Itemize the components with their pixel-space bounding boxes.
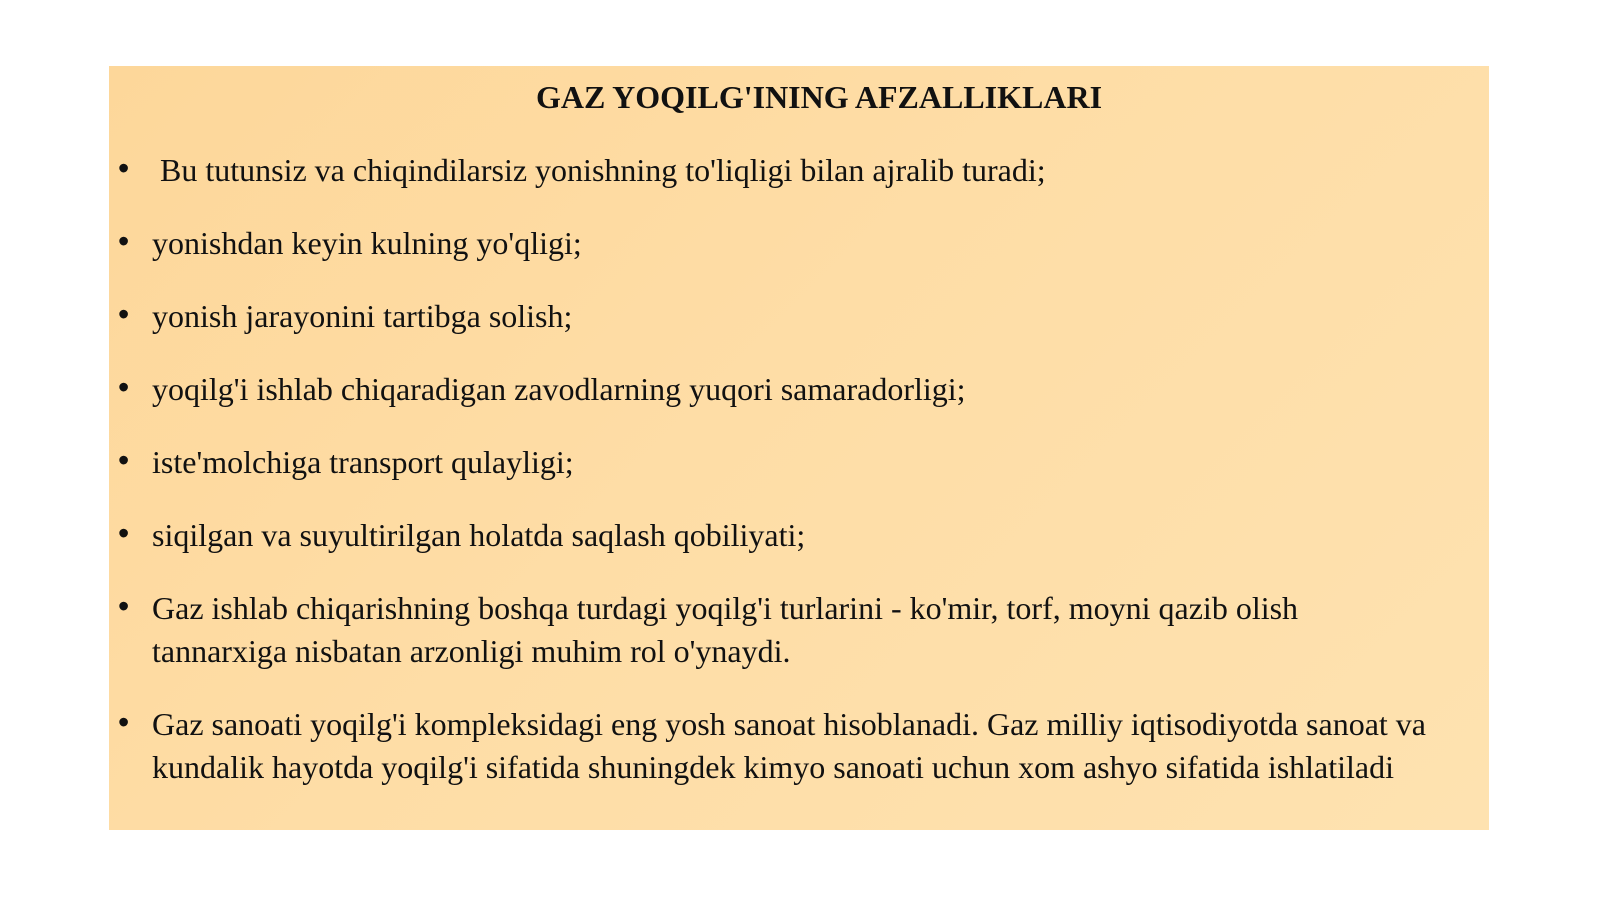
bullet-text: Gaz ishlab chiqarishning boshqa turdagi yoqilg'i turlarini - ko'mir, torf, moyni qazib olish tannarxiga nisbatan arzonligi muhim rol o'ynaydi. — [152, 590, 1299, 669]
bullet-text: yoqilg'i ishlab chiqaradigan zavodlarning yuqori samaradorligi; — [152, 371, 966, 407]
bullet-icon: • — [118, 369, 130, 405]
bullet-icon: • — [118, 296, 130, 332]
bullet-text: yonish jarayonini tartibga solish; — [152, 298, 573, 334]
bullet-text: siqilgan va suyultirilgan holatda saqlash qobiliyati; — [152, 517, 806, 553]
bullet-icon: • — [118, 588, 130, 624]
content-panel — [109, 66, 1489, 830]
bullet-icon: • — [118, 442, 130, 478]
bullet-icon: • — [118, 223, 130, 259]
bullet-text: Gaz sanoati yoqilg'i kompleksidagi eng yosh sanoat hisoblanadi. Gaz milliy iqtisodiyotda sanoat va kundalik hayotda yoqilg'i sifatida shuningdek kimyo sanoati uchun xom ashyo sifatida ishlatiladi — [152, 706, 1426, 785]
slide-title: GAZ YOQILG'INING AFZALLIKLARI — [535, 79, 1103, 115]
bullet-text: Bu tutunsiz va chiqindilarsiz yonishning to'liqligi bilan ajralib turadi; — [152, 152, 1046, 188]
bullet-icon: • — [118, 150, 130, 186]
bullet-text: yonishdan keyin kulning yo'qligi; — [152, 225, 582, 261]
bullet-icon: • — [118, 704, 130, 740]
bullet-icon: • — [118, 515, 130, 551]
bullet-text: iste'molchiga transport qulayligi; — [152, 444, 574, 480]
